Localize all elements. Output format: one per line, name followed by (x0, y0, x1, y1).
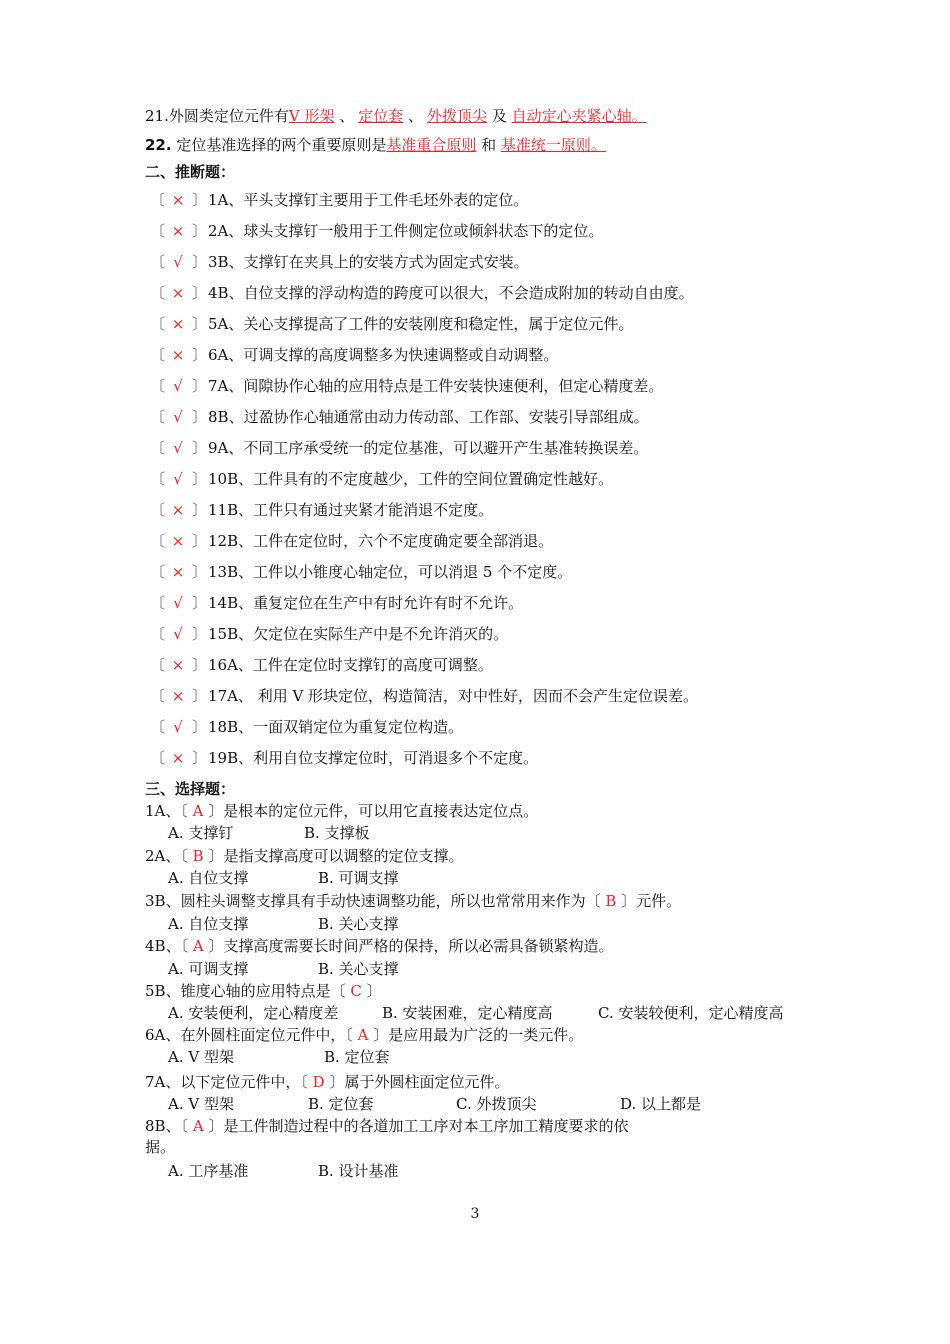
judge-item (150, 314, 633, 334)
left-bracket: 〔 (150, 284, 166, 302)
check-mark-icon: √ (173, 718, 183, 736)
judge-item (150, 283, 694, 303)
left-bracket: 〔 (150, 315, 166, 333)
choice-answer: D (312, 1073, 325, 1091)
judge-statement: 17A、 利用 V 形块定位，构造简洁，对中性好，因而不会产生定位误差。 (208, 687, 699, 705)
cross-mark-icon: × (171, 191, 185, 209)
judge-statement: 9A、不同工序承受统一的定位基准，可以避开产生基准转换误差。 (208, 439, 649, 457)
cross-mark-icon: × (171, 501, 185, 519)
right-bracket: 〕 (192, 532, 208, 550)
check-mark-icon: √ (173, 625, 183, 643)
answer-blank: V 形架 (288, 107, 335, 125)
cross-mark-icon: × (171, 315, 185, 333)
right-bracket: 〕 (192, 687, 208, 705)
judge-statement: 15B、欠定位在实际生产中是不允许消灭的。 (208, 625, 509, 643)
right-bracket: 〕 (192, 284, 208, 302)
left-bracket: 〔 (150, 191, 166, 209)
cross-mark-icon: × (171, 284, 185, 302)
left-bracket: 〔 (150, 594, 166, 612)
section-heading-choice: 三、选择题： (145, 780, 236, 798)
judge-item (150, 407, 649, 427)
judge-item (150, 686, 698, 706)
judge-statement: 7A、间隙协作心轴的应用特点是工件安装快速便利，但定心精度差。 (208, 377, 664, 395)
judge-statement: 13B、工件以小锥度心轴定位，可以消退 5 个不定度。 (208, 563, 573, 581)
judge-item (150, 438, 648, 458)
choice-q7-options: A. V 型架 B. 定位套 C. 外拨顶尖 D. 以上都是 (168, 1095, 702, 1113)
page-number: 3 (470, 1206, 480, 1222)
choice-q2-options: A. 自位支撑 B. 可调支撑 (168, 869, 399, 887)
left-bracket: 〔 (150, 625, 166, 643)
cross-mark-icon: × (171, 749, 185, 767)
left-bracket: 〔 (150, 718, 166, 736)
judge-statement: 10B、工件具有的不定度越少，工件的空间位置确定性越好。 (208, 470, 614, 488)
judge-statement: 5A、关心支撑提高了工件的安装刚度和稳定性，属于定位元件。 (208, 315, 634, 333)
choice-q4-options: A. 可调支撑 B. 关心支撑 (168, 960, 399, 978)
cross-mark-icon: × (171, 563, 185, 581)
left-bracket: 〔 (150, 377, 166, 395)
right-bracket: 〕 (192, 749, 208, 767)
judge-item (150, 655, 493, 675)
right-bracket: 〕 (192, 439, 208, 457)
judge-item (150, 624, 508, 644)
section-heading-judge: 二、推断题： (145, 163, 236, 181)
judge-statement: 18B、一面双销定位为重复定位构造。 (208, 718, 464, 736)
choice-q5: 5B、锥度心轴的应用特点是〔 C 〕 (145, 982, 382, 1000)
choice-q6-options: A. V 型架 B. 定位套 (168, 1048, 390, 1066)
choice-q5-options: A. 安装便利，定心精度差 B. 安装困难，定心精度高 C. 安装较便利，定心精度高 (168, 1004, 784, 1022)
right-bracket: 〕 (192, 408, 208, 426)
judge-item (150, 190, 528, 210)
judge-statement: 19B、利用自位支撑定位时，可消退多个不定度。 (208, 749, 539, 767)
choice-answer: B (605, 892, 617, 910)
check-mark-icon: √ (173, 439, 183, 457)
answer-blank: 基准重合原则 (386, 136, 477, 154)
right-bracket: 〕 (192, 222, 208, 240)
check-mark-icon: √ (173, 408, 183, 426)
choice-answer: A (192, 937, 204, 955)
cross-mark-icon: × (171, 346, 185, 364)
answer-blank: 外拨顶尖 (427, 107, 488, 125)
right-bracket: 〕 (192, 191, 208, 209)
right-bracket: 〕 (192, 346, 208, 364)
left-bracket: 〔 (150, 408, 166, 426)
right-bracket: 〕 (192, 656, 208, 674)
check-mark-icon: √ (173, 594, 183, 612)
judge-item (150, 469, 613, 489)
choice-q8-options: A. 工序基准 B. 设计基准 (168, 1162, 399, 1180)
left-bracket: 〔 (150, 222, 166, 240)
judge-statement: 12B、工件在定位时，六个不定度确定要全部消退。 (208, 532, 554, 550)
fill-q22: 22. 定位基准选择的两个重要原则是基准重合原则 和 基准统一原则。 (145, 136, 606, 154)
choice-answer: B (192, 847, 204, 865)
answer-blank: 定位套 (358, 107, 404, 125)
judge-statement: 14B、重复定位在生产中有时允许有时不允许。 (208, 594, 524, 612)
judge-statement: 6A、可调支撑的高度调整多为快速调整或自动调整。 (208, 346, 559, 364)
left-bracket: 〔 (150, 501, 166, 519)
judge-statement: 16A、工件在定位时支撑钉的高度可调整。 (208, 656, 493, 674)
answer-blank: 自动定心夹紧心轴。 (511, 107, 647, 125)
judge-statement: 1A、平头支撑钉主要用于工件毛坯外表的定位。 (208, 191, 529, 209)
cross-mark-icon: × (171, 656, 185, 674)
right-bracket: 〕 (192, 253, 208, 271)
judge-statement: 8B、过盈协作心轴通常由动力传动部、工作部、安装引导部组成。 (208, 408, 649, 426)
right-bracket: 〕 (192, 563, 208, 581)
left-bracket: 〔 (150, 563, 166, 581)
left-bracket: 〔 (150, 532, 166, 550)
check-mark-icon: √ (173, 253, 183, 271)
left-bracket: 〔 (150, 656, 166, 674)
judge-item (150, 252, 529, 272)
choice-q3: 3B、圆柱头调整支撑具有手动快速调整功能，所以也常常用来作为〔 B 〕元件。 (145, 892, 682, 910)
cross-mark-icon: × (171, 687, 185, 705)
judge-item (150, 345, 558, 365)
right-bracket: 〕 (192, 315, 208, 333)
cross-mark-icon: × (171, 222, 185, 240)
left-bracket: 〔 (150, 346, 166, 364)
choice-q8: 8B、〔 A 〕是工件制造过程中的各道加工工序对本工序加工精度要求的依 (145, 1117, 629, 1135)
right-bracket: 〕 (192, 470, 208, 488)
right-bracket: 〕 (192, 625, 208, 643)
choice-q6: 6A、在外圆柱面定位元件中，〔 A 〕是应用最为广泛的一类元件。 (145, 1026, 584, 1044)
judge-item (150, 562, 572, 582)
fill-q21: 21.外圆类定位元件有V 形架 、 定位套 、 外拨顶尖 及 自动定心夹紧心轴。 (145, 107, 647, 125)
choice-q2: 2A、〔 B 〕是指支撑高度可以调整的定位支撑。 (145, 847, 464, 865)
judge-statement: 11B、工件只有通过夹紧才能消退不定度。 (208, 501, 494, 519)
left-bracket: 〔 (150, 439, 166, 457)
choice-answer: A (357, 1026, 369, 1044)
right-bracket: 〕 (192, 594, 208, 612)
judge-item (150, 376, 663, 396)
judge-item (150, 748, 538, 768)
check-mark-icon: √ (173, 470, 183, 488)
judge-item (150, 221, 603, 241)
choice-q4: 4B、〔 A 〕支撑高度需要长时间严格的保持，所以必需具备锁紧构造。 (145, 937, 614, 955)
judge-item (150, 593, 523, 613)
check-mark-icon: √ (173, 377, 183, 395)
judge-statement: 4B、自位支撑的浮动构造的跨度可以很大，不会造成附加的转动自由度。 (208, 284, 694, 302)
choice-q1-options: A. 支撑钉 B. 支撑板 (168, 824, 370, 842)
right-bracket: 〕 (192, 501, 208, 519)
judge-statement: 2A、球头支撑钉一般用于工件侧定位或倾斜状态下的定位。 (208, 222, 604, 240)
choice-answer: A (192, 802, 204, 820)
right-bracket: 〕 (192, 718, 208, 736)
choice-q7: 7A、以下定位元件中，〔 D 〕属于外圆柱面定位元件。 (145, 1073, 510, 1091)
left-bracket: 〔 (150, 470, 166, 488)
choice-q3-options: A. 自位支撑 B. 关心支撑 (168, 915, 399, 933)
left-bracket: 〔 (150, 253, 166, 271)
right-bracket: 〕 (192, 377, 208, 395)
choice-answer: C (350, 982, 362, 1000)
judge-item (150, 717, 463, 737)
left-bracket: 〔 (150, 749, 166, 767)
choice-q1: 1A、〔 A 〕是根本的定位元件，可以用它直接表达定位点。 (145, 802, 539, 820)
judge-statement: 3B、支撑钉在夹具上的安装方式为固定式安装。 (208, 253, 529, 271)
judge-item (150, 531, 553, 551)
choice-q8-continued: 据。 (145, 1138, 176, 1156)
choice-answer: A (192, 1117, 204, 1135)
cross-mark-icon: × (171, 532, 185, 550)
judge-item (150, 500, 493, 520)
answer-blank: 基准统一原则。 (500, 136, 606, 154)
left-bracket: 〔 (150, 687, 166, 705)
